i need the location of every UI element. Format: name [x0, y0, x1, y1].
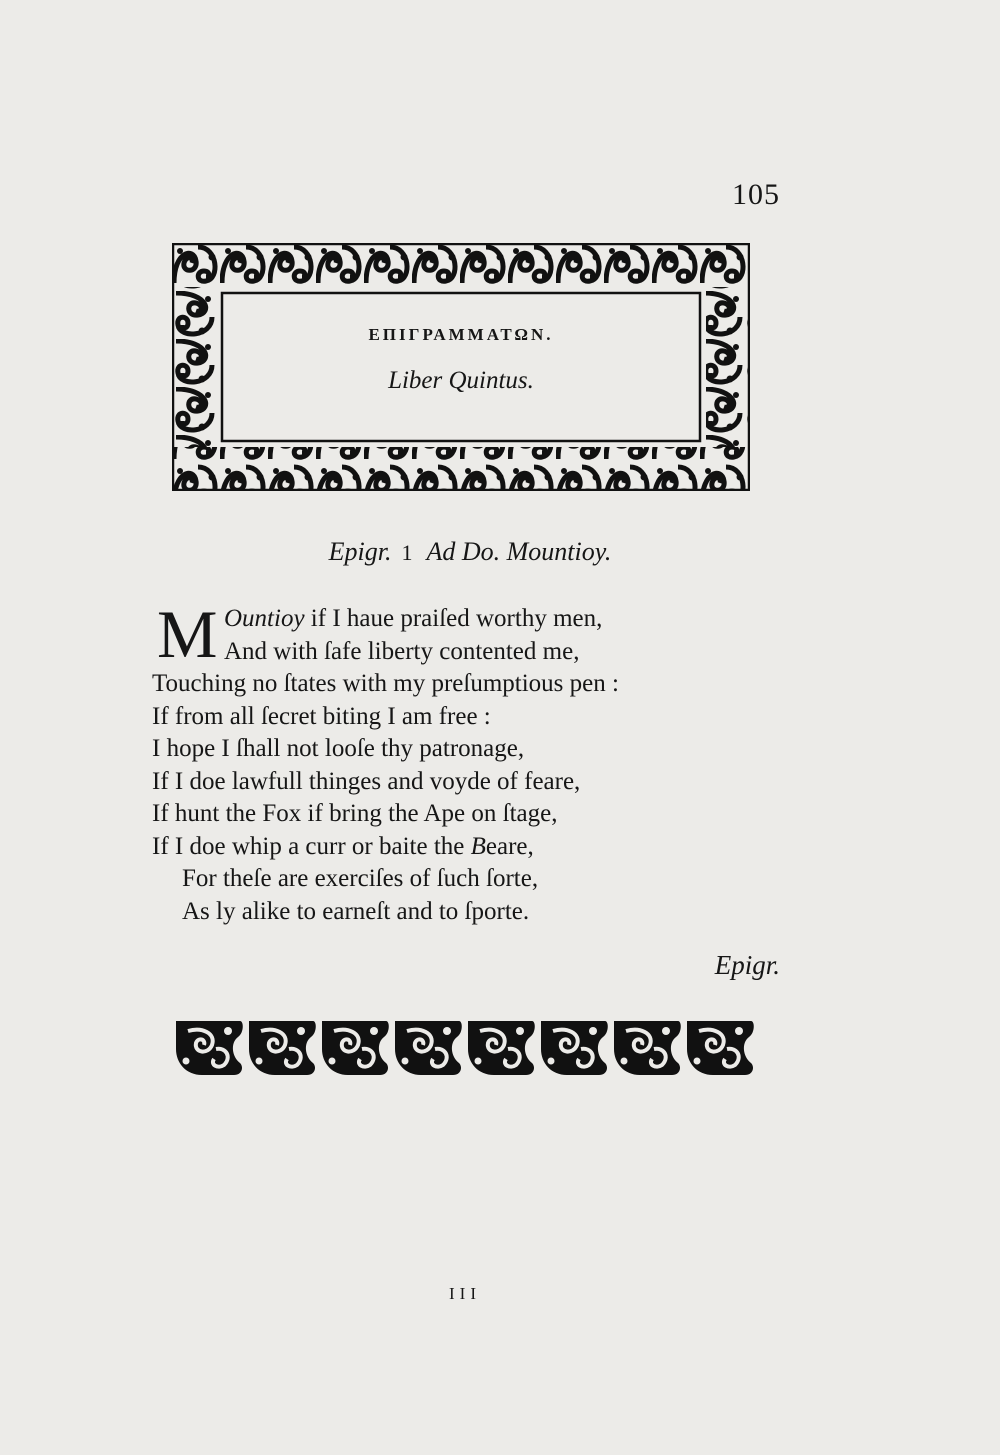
poem-line-end: eare, [485, 832, 534, 860]
ornamental-band [172, 1013, 758, 1081]
greek-title: ΕΠΙΓΡΑΜΜΑΤΩΝ. [368, 325, 554, 344]
epigram-label: Epigr. [328, 537, 392, 566]
poem-line [152, 831, 792, 864]
poem-first-line-text: if I haue praiſed worthy men, [304, 605, 603, 632]
poem-line: And with ſafe liberty contented me, [224, 637, 580, 665]
ornament-band-graphic [172, 1013, 758, 1081]
poem-line-start: If I doe whip a curr or baite the [152, 832, 471, 860]
epigram-heading [150, 537, 790, 567]
poem-line: If hunt the Fox if bring the Ape on ſtage, [152, 800, 558, 827]
epigram-address: Ad Do. Mountioy. [426, 537, 612, 566]
poem-line [152, 603, 792, 636]
poem-line: Touching no ſtates with my preſumptious pen : [152, 670, 619, 697]
poem-line: If I doe lawfull thinges and voyde of feare, [152, 767, 581, 795]
poem-body [152, 603, 792, 928]
book-subtitle: Liber Quintus. [388, 367, 534, 394]
epigram-number: 1 [401, 540, 413, 565]
catchword: Epigr. [714, 950, 780, 980]
ornamental-title-frame [172, 243, 750, 491]
poem-first-word: Ountioy [224, 605, 305, 632]
poem-line: For theſe are exerciſes of ſuch ſorte, [182, 865, 539, 892]
poem-line: If from all ſecret biting I am free : [152, 702, 491, 730]
poem-italic-letter: B [470, 832, 486, 860]
drop-cap: M [157, 596, 218, 672]
poem-line: I hope I ſhall not looſe thy patronage, [152, 735, 525, 762]
signature-mark: III [449, 1284, 481, 1303]
poem-line: As ly alike to earneſt and to ſporte. [182, 897, 530, 925]
page-number: 105 [732, 178, 780, 211]
